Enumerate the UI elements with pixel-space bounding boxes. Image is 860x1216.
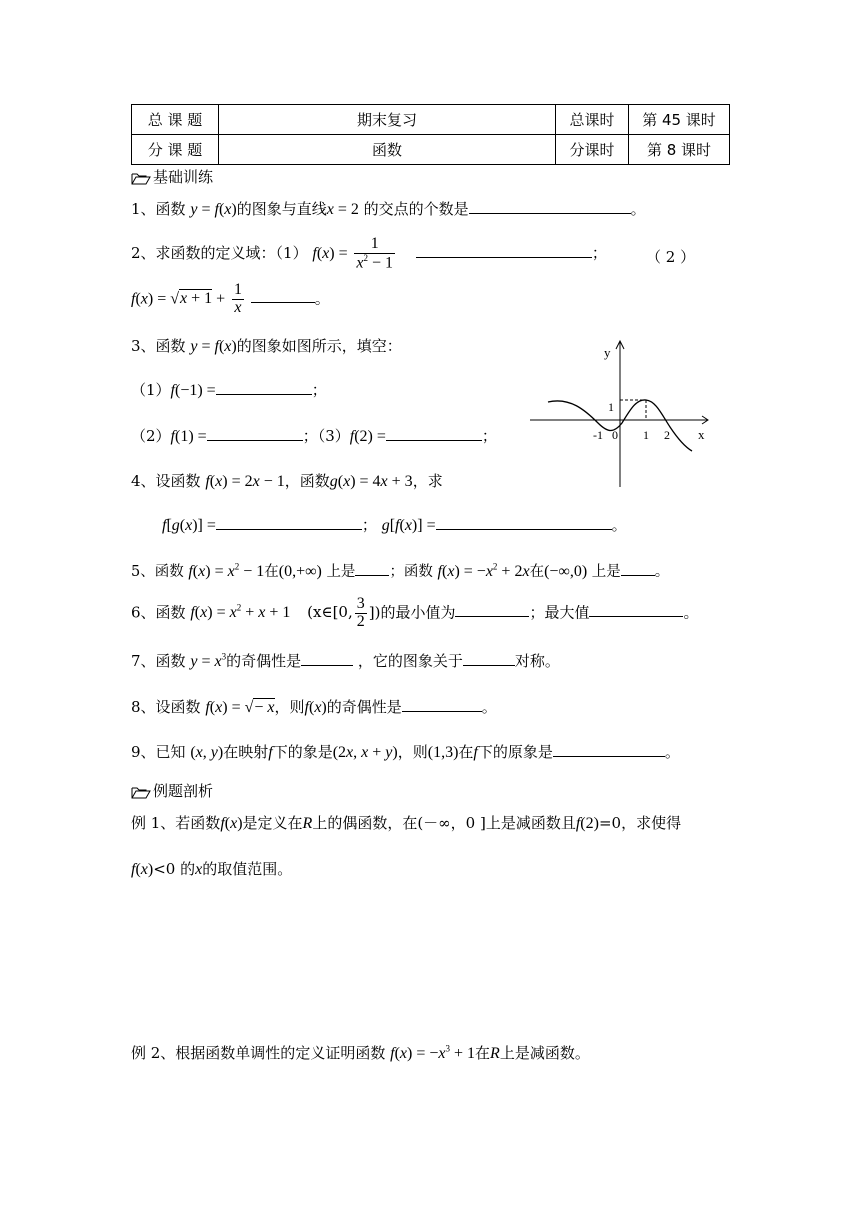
question-text: 设函数 bbox=[155, 472, 201, 490]
question-number: 9、 bbox=[131, 743, 156, 761]
range-text: (x∈[0, bbox=[307, 603, 353, 622]
punct: 。 bbox=[683, 603, 699, 622]
question-text: 的图象与直线 bbox=[236, 200, 327, 218]
question-number: 4、 bbox=[131, 472, 156, 490]
question-number: 7、 bbox=[131, 652, 156, 670]
question-text: 在 bbox=[529, 564, 545, 580]
question-8: 8、设函数 f(x) = √− x，则f(x)的奇偶性是 。 bbox=[131, 698, 497, 716]
question-text: 设函数 bbox=[155, 698, 201, 716]
question-text: 求函数的定义域：（1） bbox=[155, 243, 308, 262]
question-text: 函数 bbox=[155, 337, 186, 355]
question-text: ，则 bbox=[274, 698, 305, 716]
question-text: 函数 bbox=[155, 200, 186, 218]
lesson-header-table bbox=[131, 104, 730, 165]
punct: ； bbox=[311, 381, 327, 399]
question-text: 上是 bbox=[591, 564, 621, 580]
question-4-answers: f[g(x)] = ； g[f(x)] = 。 bbox=[162, 516, 627, 534]
tick-label: 2 bbox=[664, 428, 670, 442]
question-7: 7、函数 $y = x^3$的奇偶性是 ，它的图象关于 对称。 bbox=[131, 651, 560, 670]
question-text: 对称。 bbox=[514, 652, 560, 670]
question-text: ])的最小值为 bbox=[368, 603, 456, 622]
question-4: 4、设函数 f(x) = 2x − 1，函数g(x) = 4x + 3，求 bbox=[131, 472, 443, 490]
punct: ； bbox=[361, 516, 377, 534]
question-text: ；最大值 bbox=[529, 603, 590, 622]
question-text: ，则 bbox=[397, 743, 428, 761]
question-text: 的奇偶性是 bbox=[226, 652, 302, 670]
question-text: ，函数 bbox=[284, 472, 330, 490]
answer-blank[interactable] bbox=[386, 426, 482, 441]
example-2: 例 2、根据函数单调性的定义证明函数 $f(x) = -x^3 + 1$在R上是减函数。 bbox=[131, 1043, 590, 1062]
question-text: 函数 bbox=[155, 652, 186, 670]
question-text: 的图象如图所示，填空： bbox=[236, 337, 402, 355]
punct: 。 bbox=[481, 698, 497, 716]
question-text: 的交点的个数是 bbox=[363, 200, 469, 218]
question-text: 函数 bbox=[154, 564, 184, 580]
punct: 。 bbox=[314, 289, 330, 308]
answer-blank[interactable] bbox=[216, 380, 312, 395]
question-2-part2-label: （ 2 ） bbox=[646, 248, 696, 266]
part-label: （2） bbox=[131, 427, 171, 445]
punct: 。 bbox=[664, 743, 680, 761]
question-text: 上是 bbox=[326, 564, 356, 580]
header-count-label: 分课时 bbox=[556, 135, 629, 165]
answer-blank[interactable] bbox=[207, 426, 303, 441]
answer-blank[interactable] bbox=[355, 561, 389, 576]
tick-label: 0 bbox=[612, 428, 618, 442]
example-text: 的取值范围。 bbox=[202, 860, 293, 878]
question-3-part2: （2）f(1) = ；（3）f(2) = ； bbox=[131, 427, 497, 445]
example-1-line2: f(x)<0 的x的取值范围。 bbox=[131, 860, 293, 878]
question-3-part1: （1）f(−1) = ； bbox=[131, 381, 327, 399]
answer-blank[interactable] bbox=[553, 742, 665, 757]
answer-blank[interactable] bbox=[251, 288, 315, 303]
header-label: 总 课 题 bbox=[132, 105, 219, 135]
question-number: 1、 bbox=[131, 200, 156, 218]
header-count-value: 第 45 课时 bbox=[629, 105, 730, 135]
question-2-part2: f(x) = √x + 1 + $\frac{1}{x}$ 。 bbox=[131, 281, 330, 316]
part-label: （1） bbox=[131, 381, 171, 399]
header-label: 分 课 题 bbox=[132, 135, 219, 165]
question-2: 2、求函数的定义域：（1） f(x) = $\frac{1}{x^2 - 1}$ ； bbox=[131, 235, 607, 272]
tick-label: -1 bbox=[593, 428, 603, 442]
question-number: 3、 bbox=[131, 337, 156, 355]
example-1-line1: 例 1、若函数f(x)是定义在R上的偶函数，在(－∞，0 ]上是减函数且f(2)=0，求使得 bbox=[131, 814, 682, 832]
punct: 。 bbox=[630, 200, 646, 218]
answer-blank[interactable] bbox=[416, 243, 592, 258]
question-1: 1、函数 y = f(x)的图象与直线x = 2 的交点的个数是 。 bbox=[131, 200, 646, 218]
question-text: 在 bbox=[458, 743, 474, 761]
punct: 。 bbox=[654, 564, 670, 580]
punct: 。 bbox=[611, 516, 627, 534]
example-text: 是定义在 bbox=[242, 814, 303, 832]
example-text: 上是减函数。 bbox=[499, 1044, 590, 1062]
question-text: ；函数 bbox=[389, 564, 433, 580]
answer-blank[interactable] bbox=[216, 515, 362, 530]
header-row-total bbox=[132, 105, 730, 135]
question-text: 已知 bbox=[155, 743, 186, 761]
question-text: 下的象是 bbox=[272, 743, 333, 761]
header-title: 函数 bbox=[219, 135, 556, 165]
section-title: 基础训练 bbox=[153, 168, 214, 186]
section-title: 例题剖析 bbox=[153, 782, 214, 800]
answer-blank[interactable] bbox=[463, 651, 515, 666]
question-text: 函数 bbox=[155, 603, 186, 622]
question-number: 8、 bbox=[131, 698, 156, 716]
header-row-sub bbox=[132, 135, 730, 165]
tick-label: 1 bbox=[608, 400, 614, 414]
fraction: $\frac{3}{2}$ bbox=[356, 595, 365, 630]
example-text: 例 1、若函数 bbox=[131, 814, 221, 832]
fraction: $\frac{1}{x}$ bbox=[233, 281, 242, 316]
question-text: ，求 bbox=[412, 472, 443, 490]
answer-blank[interactable] bbox=[455, 602, 529, 617]
fraction: $\frac{1}{x^2 - 1}$ bbox=[356, 235, 394, 272]
tick-label: 1 bbox=[643, 428, 649, 442]
answer-blank[interactable] bbox=[589, 602, 683, 617]
example-text: 上的偶函数，在(－∞，0 ]上是减函数且 bbox=[312, 814, 576, 832]
folder-icon bbox=[131, 171, 151, 185]
x-axis-label: x bbox=[698, 427, 705, 442]
punct: ； bbox=[591, 243, 607, 262]
question-text: 在 bbox=[264, 564, 279, 580]
header-count-label: 总课时 bbox=[556, 105, 629, 135]
question-text: 的奇偶性是 bbox=[326, 698, 402, 716]
header-title: 期末复习 bbox=[219, 105, 556, 135]
example-text: 在 bbox=[475, 1044, 491, 1062]
question-text: 下的原象是 bbox=[477, 743, 553, 761]
question-3: 3、函数 y = f(x)的图象如图所示，填空： bbox=[131, 337, 402, 355]
example-text: 例 2、根据函数单调性的定义证明函数 bbox=[131, 1044, 386, 1062]
section-basic-training bbox=[131, 166, 213, 187]
question-5: 5、函数 $f(x) = x^2 - 1$在(0,+∞) 上是 ；函数 $f(x) = -x^2 + 2x$在(−∞,0) 上是 。 bbox=[131, 561, 670, 580]
y-axis-label: y bbox=[604, 345, 611, 360]
example-text: <0 的 bbox=[153, 860, 196, 878]
answer-blank[interactable] bbox=[402, 697, 482, 712]
answer-blank[interactable] bbox=[621, 561, 655, 576]
folder-icon bbox=[131, 785, 151, 799]
part-label: ；（3） bbox=[302, 427, 350, 445]
answer-blank[interactable] bbox=[301, 651, 353, 666]
question-text: ，它的图象关于 bbox=[357, 652, 463, 670]
example-text: =0，求使得 bbox=[598, 814, 682, 832]
header-count-value: 第 8 课时 bbox=[629, 135, 730, 165]
question-number: 6、 bbox=[131, 603, 156, 622]
section-example-analysis bbox=[131, 780, 213, 801]
question-number: 2、 bbox=[131, 243, 156, 262]
function-graph bbox=[530, 335, 720, 490]
answer-blank[interactable] bbox=[469, 199, 631, 214]
question-9: 9、已知 (x, y)在映射f下的象是(2x, x + y)，则(1,3)在f下的原象是 。 bbox=[131, 743, 680, 761]
question-6: 6、函数 $f(x) = x^2 + x + 1$ (x∈[0, $\frac{3}{2}$ ])的最小值为 ；最大值 。 bbox=[131, 595, 699, 630]
answer-blank[interactable] bbox=[436, 515, 612, 530]
question-number: 5、 bbox=[131, 564, 155, 580]
question-text: 在映射 bbox=[223, 743, 269, 761]
punct: ； bbox=[481, 427, 497, 445]
